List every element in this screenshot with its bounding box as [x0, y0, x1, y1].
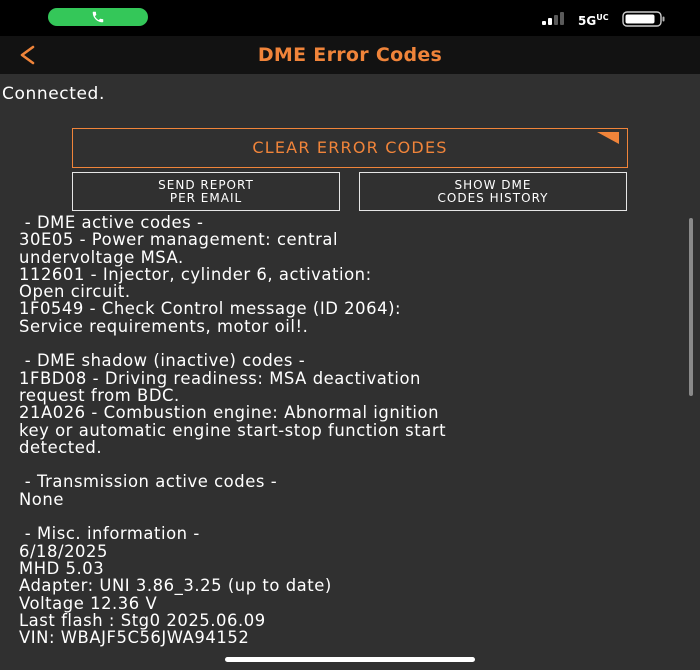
report-line: 112601 - Injector, cylinder 6, activation:	[19, 264, 372, 284]
section-header: - DME shadow (inactive) codes -	[19, 351, 306, 371]
report-line: undervoltage MSA.	[19, 247, 184, 267]
cellular-signal-icon	[542, 11, 572, 25]
dme-active-codes-section	[19, 214, 679, 335]
report-line: 30E05 - Power management: central	[19, 230, 339, 250]
report-line: 1FBD08 - Driving readiness: MSA deactivation	[19, 368, 421, 388]
scrollbar[interactable]	[689, 218, 693, 396]
home-indicator[interactable]	[225, 657, 475, 662]
report-line: detected.	[19, 437, 103, 457]
section-header: - Transmission active codes -	[19, 472, 278, 492]
misc-information-section	[19, 525, 679, 646]
send-report-label-line1: SEND REPORT	[158, 177, 254, 192]
clear-error-codes-button[interactable]	[72, 128, 628, 168]
transmission-codes-section	[19, 473, 679, 508]
report-line: 21A026 - Combustion engine: Abnormal ignition	[19, 403, 440, 423]
back-button[interactable]	[12, 40, 42, 70]
report-line: 1F0549 - Check Control message (ID 2064):	[19, 299, 402, 319]
report-line: Open circuit.	[19, 282, 131, 302]
show-history-label-line1: SHOW DME	[454, 177, 532, 192]
active-call-pill[interactable]	[48, 8, 148, 26]
status-bar	[0, 0, 700, 36]
error-report-text	[19, 214, 679, 670]
show-history-label-line2: CODES HISTORY	[437, 190, 549, 205]
report-line: 6/18/2025	[19, 541, 108, 561]
send-report-email-button[interactable]	[72, 172, 340, 211]
show-dme-codes-history-button[interactable]	[359, 172, 627, 211]
navigation-bar	[0, 36, 700, 74]
dme-shadow-codes-section	[19, 352, 679, 456]
connection-status: Connected.	[2, 84, 105, 104]
network-type: $5G^{UC}$	[578, 13, 609, 28]
report-line: Adapter: UNI 3.86_3.25 (up to date)	[19, 576, 332, 596]
report-line: key or automatic engine start-stop function start	[19, 420, 447, 440]
report-line: None	[19, 489, 64, 509]
phone-icon	[91, 10, 105, 24]
chevron-left-icon	[18, 45, 36, 65]
report-line: Last flash : Stg0 2025.06.09	[19, 610, 266, 630]
content-area	[0, 74, 700, 670]
report-line: MHD 5.03	[19, 558, 105, 578]
section-header: - DME active codes -	[19, 214, 204, 232]
report-line: request from BDC.	[19, 385, 180, 405]
section-header: - Misc. information -	[19, 524, 200, 544]
battery-icon	[622, 11, 666, 27]
report-line: Service requirements, motor oil!.	[19, 316, 309, 336]
page-title: DME Error Codes	[257, 44, 443, 66]
report-line: VIN: WBAJF5C56JWA94152	[19, 628, 250, 648]
send-report-label-line2: PER EMAIL	[169, 190, 243, 205]
clear-error-codes-label: CLEAR ERROR CODES	[252, 138, 448, 157]
corner-indicator-icon	[597, 132, 619, 144]
report-line: Voltage 12.36 V	[19, 593, 158, 613]
